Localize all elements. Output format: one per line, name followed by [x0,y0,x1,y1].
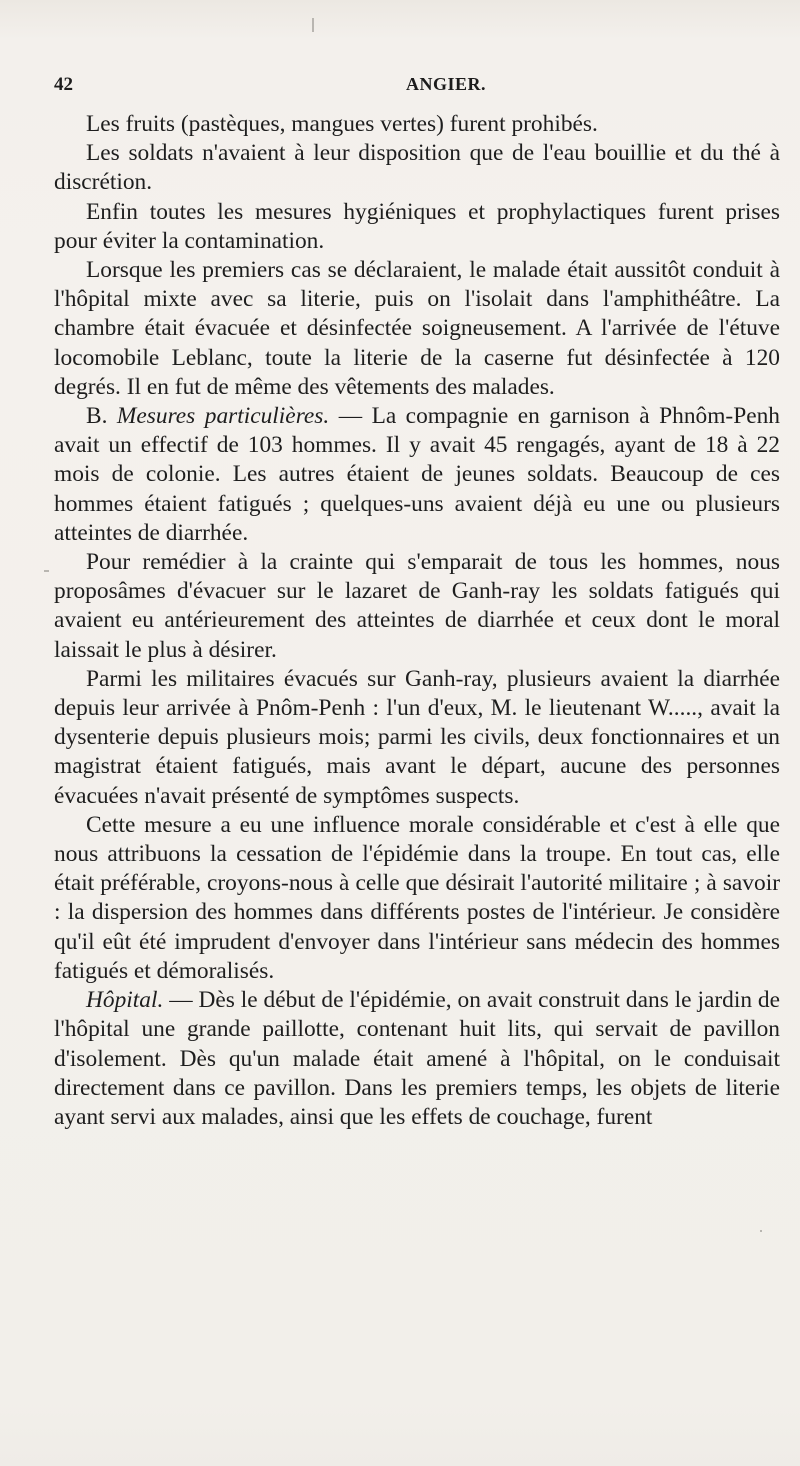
paragraph-text: Les soldats n'avaient à leur disposition que de l'eau bouillie et du thé à discrétion. [54,140,780,196]
paragraph-text: Pour remédier à la crainte qui s'emparait de tous les hommes, nous proposâmes d'évacuer sur le lazaret de Ganh-ray les soldats fatigués qui avaient eu antérieurement des atteintes de diarrhée et ceux dont le moral laissait le plus à désirer. [54,549,780,663]
print-speck [312,18,314,32]
paragraph-text: Les fruits (pastèques, mangues vertes) furent prohibés. [86,111,598,137]
paragraph-text: Cette mesure a eu une influence morale considérable et c'est à elle que nous attribuons la cessation de l'épidémie dans la troupe. En tout cas, elle était préférable, croyons-nous à celle que désirait l'autorité militaire ; à savoir : la dispersion des hommes dans différents postes de l'intérieur. Je considère qu'il eût été imprudent d'envoyer dans l'intérieur sans médecin des hommes fatigués et démoralisés. [54,811,780,984]
paragraph [54,139,780,197]
paragraph [54,256,780,402]
paragraph [54,110,780,139]
paragraph-text: Parmi les militaires évacués sur Ganh-ray, plusieurs avaient la diarrhée depuis leur arrivée à Pnôm-Penh : l'un d'eux, M. le lieutenant W....., avait la dysenterie depuis plusieurs mois; parmi les civils, deux fonctionnaires et un magistrat étaient fatigués, mais avant le départ, aucune des personnes évacuées n'avait présenté de symptômes suspects. [54,665,780,809]
paragraph [54,665,780,811]
paragraph [54,811,780,986]
page-number: 42 [54,74,73,95]
paragraph-text: — Dès le début de l'épidémie, on avait construit dans le jardin de l'hôpital une grande paillotte, contenant huit lits, qui servait de pavillon d'isolement. Dès qu'un malade était amené à l'hôpital, on le conduisait directement dans ce pavillon. Dans les premiers temps, les objets de literie ayant servi aux malades, ainsi que les effets de couchage, furent [54,987,780,1130]
print-speck [760,1230,762,1232]
body-text [54,110,780,1132]
paragraph-text: — La compagnie en garnison à Phnôm-Penh avait un effectif de 103 hommes. Il y avait 45 rengagés, ayant de 18 à 22 mois de colonie. Les autres étaient de jeunes soldats. Beaucoup de ces hommes étaient fatigués ; quelques-uns avaient déjà eu une ou plusieurs atteintes de diarrhée. [54,403,780,546]
page-header [54,74,780,104]
running-title: ANGIER. [406,74,487,94]
section-heading: Mesures particulières. [116,403,330,430]
section-heading: Hôpital. [86,987,164,1014]
paragraph [54,198,780,256]
paragraph-text: Lorsque les premiers cas se déclaraient, le malade était aussitôt conduit à l'hôpital mixte avec sa literie, puis on l'isolait dans l'amphithéâtre. La chambre était évacuée et désinfectée soigneusement. A l'arrivée de l'étuve locomobile Leblanc, toute la literie de la caserne fut désinfectée à 120 degrés. Il en fut de même des vêtements des malades. [54,257,780,400]
paragraph [54,986,780,1132]
paragraph [54,548,780,665]
section-letter: B. [86,403,117,430]
paragraph [54,402,780,548]
print-speck [44,570,49,572]
paragraph-text: Enfin toutes les mesures hygiéniques et prophylactiques furent prises pour éviter la contamination. [54,198,780,254]
